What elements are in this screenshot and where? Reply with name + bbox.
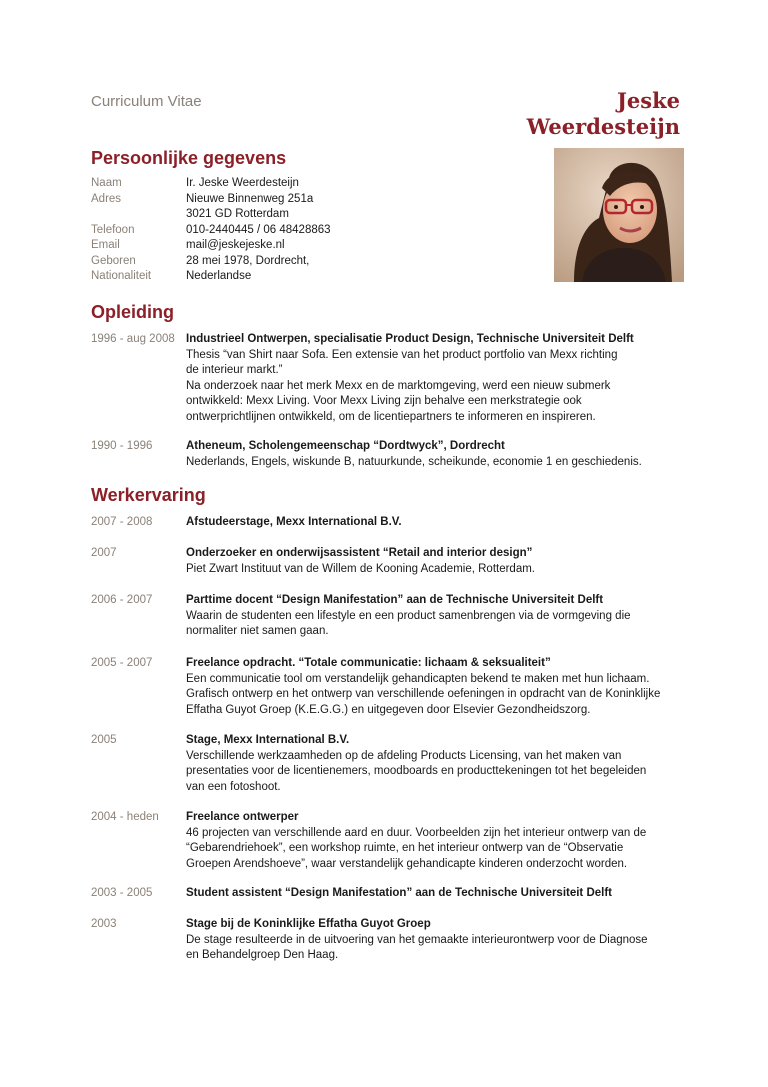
last-name: Weerdesteijn [526,114,680,139]
education-line: Na onderzoek naar het merk Mexx en de marktomgeving, werd een nieuw submerk [186,379,611,392]
work-line: “Gebarendriehoek”, een workshop ruimte, en het interieur ontwerp van de “Observatie [186,842,624,854]
work-line: en Behandelgroep Den Haag. [186,949,339,961]
education-line: ontwerprichtlijnen ontwikkeld, om de licentiepartners te informeren en inspireren. [186,410,596,423]
work-line: presentaties voor de licentienemers, moodboards en producttekeningen tot het begeleiden [186,765,647,777]
work-period-5: 2005 [91,734,117,746]
label-address: Adres [91,192,122,205]
personal-labels [91,176,151,285]
education-title-2: Atheneum, Scholengemeenschap “Dordtwyck”, Dordrecht [186,440,505,452]
label-nationality: Nationaliteit [91,270,152,282]
work-line: Grafisch ontwerp en het ontwerp van verschillende oefeningen in opdracht van de Koninklijke [186,688,661,700]
work-title-7: Student assistent “Design Manifestation” aan de Technische Universiteit Delft [186,887,613,899]
work-line: van een fotoshoot. [186,780,281,793]
work-entry-1 [186,515,686,531]
education-line: Thesis “van Shirt naar Sofa. Een extensie van het product portfolio van Mexx richting [186,348,618,361]
work-period-8: 2003 [91,918,117,930]
education-title-1: Industrieel Ontwerpen, specialisatie Product Design, Technische Universiteit Delft [186,333,634,345]
work-entry-2 [186,546,686,577]
work-title-4: Freelance opdracht. “Totale communicatie: lichaam & seksualiteit” [186,657,551,669]
cv-title: Curriculum Vitae [91,93,202,110]
value-phone: 010-2440445 / 06 48428863 [186,223,331,236]
education-entry-1 [186,332,686,425]
label-name: Naam [91,177,122,189]
section-heading-work: Werkervaring [91,485,206,505]
work-title-1: Afstudeerstage, Mexx International B.V. [186,516,402,528]
work-period-3: 2006 - 2007 [91,594,153,606]
work-entry-5 [186,733,686,795]
work-line: Effatha Guyot Groep (K.E.G.G.) en uitgegeven door Elsevier Gezondheidszorg. [186,703,591,716]
value-nationality: Nederlandse [186,270,252,282]
work-period-6: 2004 - heden [91,811,159,823]
work-period-4: 2005 - 2007 [91,657,153,669]
value-address-2: 3021 GD Rotterdam [186,208,289,220]
work-title-3: Parttime docent “Design Manifestation” aan de Technische Universiteit Delft [186,594,604,606]
work-line: Groepen Arendshoeve”, waar verstandelijk gehandicapte kinderen onderzocht worden. [186,857,628,870]
education-line: ontwikkeld: Mexx Living. Voor Mexx Living zijn behalve een merkstrategie ook [186,395,582,407]
education-line: de interieur markt.” [186,364,283,376]
value-born: 28 mei 1978, Dordrecht, [186,254,310,267]
work-entry-4 [186,656,686,718]
work-entry-8 [186,917,686,964]
work-entry-3 [186,593,686,640]
education-entry-2 [186,439,686,470]
work-line: normaliter niet samen gaan. [186,625,329,637]
work-title-6: Freelance ontwerper [186,811,299,823]
work-period-1: 2007 - 2008 [91,516,153,528]
personal-values [186,176,686,285]
work-entry-6 [186,810,686,872]
label-born: Geboren [91,254,136,267]
work-line: Verschillende werkzaamheden op de afdeling Products Licensing, van het maken van [186,749,622,762]
work-title-8: Stage bij de Koninklijke Effatha Guyot Groep [186,918,431,930]
value-name: Ir. Jeske Weerdesteijn [186,177,299,189]
education-line: Nederlands, Engels, wiskunde B, natuurkunde, scheikunde, economie 1 en geschiedenis. [186,455,642,468]
work-line: Waarin de studenten een lifestyle en een product samenbrengen via de vormgeving die [186,609,631,622]
label-phone: Telefoon [91,223,135,236]
work-title-2: Onderzoeker en onderwijsassistent “Retail and interior design” [186,547,533,559]
work-entry-7 [186,886,686,902]
work-line: 46 projecten van verschillende aard en duur. Voorbeelden zijn het interieur ontwerp van de [186,826,647,839]
first-name: Jeske [616,88,680,113]
person-name [500,88,680,140]
education-period-2: 1990 - 1996 [91,440,153,452]
value-address-1: Nieuwe Binnenweg 251a [186,192,314,205]
education-period-1: 1996 - aug 2008 [91,333,175,345]
work-line: Piet Zwart Instituut van de Willem de Kooning Academie, Rotterdam. [186,562,535,575]
work-line: De stage resulteerde in de uitvoering van het gemaakte interieurontwerp voor de Diagnose [186,933,648,946]
value-email: mail@jeskejeske.nl [186,239,285,251]
work-period-2: 2007 [91,547,117,559]
section-heading-education: Opleiding [91,302,174,322]
work-period-7: 2003 - 2005 [91,887,153,899]
work-line: Een communicatie tool om verstandelijk gehandicapten bekend te maken met hun lichaam. [186,672,650,685]
label-email: Email [91,239,120,251]
work-title-5: Stage, Mexx International B.V. [186,734,350,746]
section-heading-personal: Persoonlijke gegevens [91,148,287,168]
